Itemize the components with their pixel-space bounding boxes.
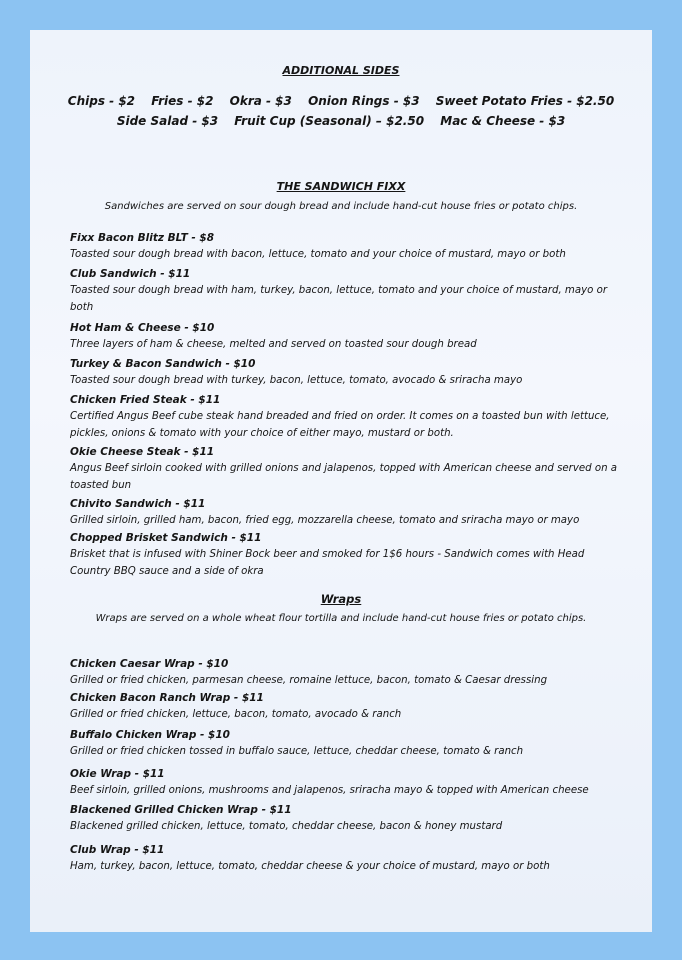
item-name: Blackened Grilled Chicken Wrap - $11 [70,804,292,816]
item-name: Chopped Brisket Sandwich - $11 [70,532,262,544]
menu-item [70,444,618,494]
side-salad: Side Salad - $3 [116,114,219,128]
menu-item [70,230,618,263]
menu-item [70,690,618,723]
side-onion-rings: Onion Rings - $3 [308,94,420,108]
item-description: Grilled sirloin, grilled ham, bacon, fried egg, mozzarella cheese, tomato and sriracha mayo or mayo [70,515,580,526]
menu-item [70,842,618,875]
wraps-section-title: Wraps [320,592,362,606]
menu-item [70,656,618,689]
item-name: Chicken Fried Steak - $11 [70,394,221,406]
item-name: Turkey & Bacon Sandwich - $10 [70,358,256,370]
item-name: Buffalo Chicken Wrap - $10 [70,729,230,741]
item-description: Toasted sour dough bread with ham, turkey, bacon, lettuce, tomato and your choice of mustard, mayo or both [70,285,608,313]
menu-item [70,727,618,760]
item-description: Toasted sour dough bread with bacon, lettuce, tomato and your choice of mustard, mayo or both [70,249,566,260]
side-fries: Fries - $2 [151,94,214,108]
item-description: Grilled or fried chicken, lettuce, bacon, tomato, avocado & ranch [70,709,402,720]
item-name: Chicken Bacon Ranch Wrap - $11 [70,692,264,704]
menu-item [70,392,618,442]
menu-item [70,356,618,389]
side-chips: Chips - $2 [67,94,136,108]
side-sweet-potato-fries: Sweet Potato Fries - $2.50 [435,94,615,108]
menu-item [70,266,618,316]
item-name: Okie Cheese Steak - $11 [70,446,215,458]
menu-item [70,530,618,580]
item-name: Okie Wrap - $11 [70,768,165,780]
menu-item [70,320,618,353]
menu-item [70,766,618,799]
side-okra: Okra - $3 [229,94,292,108]
item-name: Club Wrap - $11 [70,844,165,856]
item-description: Three layers of ham & cheese, melted and served on toasted sour dough bread [70,339,477,350]
side-mac-cheese: Mac & Cheese - $3 [440,114,566,128]
item-name: Chivito Sandwich - $11 [70,498,206,510]
menu-item [70,802,618,835]
sides-row-1 [30,94,652,108]
item-description: Brisket that is infused with Shiner Bock beer and smoked for 1$6 hours - Sandwich comes with Head Country BBQ sauce and a side of okra [70,549,585,577]
item-name: Club Sandwich - $11 [70,268,191,280]
item-name: Fixx Bacon Blitz BLT - $8 [70,232,215,244]
side-fruit-cup: Fruit Cup (Seasonal) – $2.50 [234,114,425,128]
menu-page [30,30,652,932]
sandwich-section-title: THE SANDWICH FIXX [276,180,406,193]
item-description: Grilled or fried chicken tossed in buffalo sauce, lettuce, cheddar cheese, tomato & ranch [70,746,524,757]
item-name: Chicken Caesar Wrap - $10 [70,658,229,670]
menu-item [70,496,618,529]
wraps-intro: Wraps are served on a whole wheat flour tortilla and include hand-cut house fries or potato chips. [95,613,587,624]
item-description: Toasted sour dough bread with turkey, bacon, lettuce, tomato, avocado & sriracha mayo [70,375,523,386]
item-description: Beef sirloin, grilled onions, mushrooms and jalapenos, sriracha mayo & topped with American cheese [70,785,589,796]
sides-row-2 [30,114,652,128]
item-description: Certified Angus Beef cube steak hand breaded and fried on order. It comes on a toasted bun with lettuce, pickles, onions & tomato with your choice of either mayo, mustard or both. [70,411,610,439]
item-description: Grilled or fried chicken, parmesan cheese, romaine lettuce, bacon, tomato & Caesar dressing [70,675,548,686]
item-description: Ham, turkey, bacon, lettuce, tomato, cheddar cheese & your choice of mustard, mayo or both [70,861,550,872]
item-description: Blackened grilled chicken, lettuce, tomato, cheddar cheese, bacon & honey mustard [70,821,503,832]
additional-sides-title: ADDITIONAL SIDES [282,64,400,77]
item-description: Angus Beef sirloin cooked with grilled onions and jalapenos, topped with American cheese and served on a toasted bun [70,463,618,491]
sandwich-intro: Sandwiches are served on sour dough bread and include hand-cut house fries or potato chips. [104,201,578,212]
item-name: Hot Ham & Cheese - $10 [70,322,215,334]
